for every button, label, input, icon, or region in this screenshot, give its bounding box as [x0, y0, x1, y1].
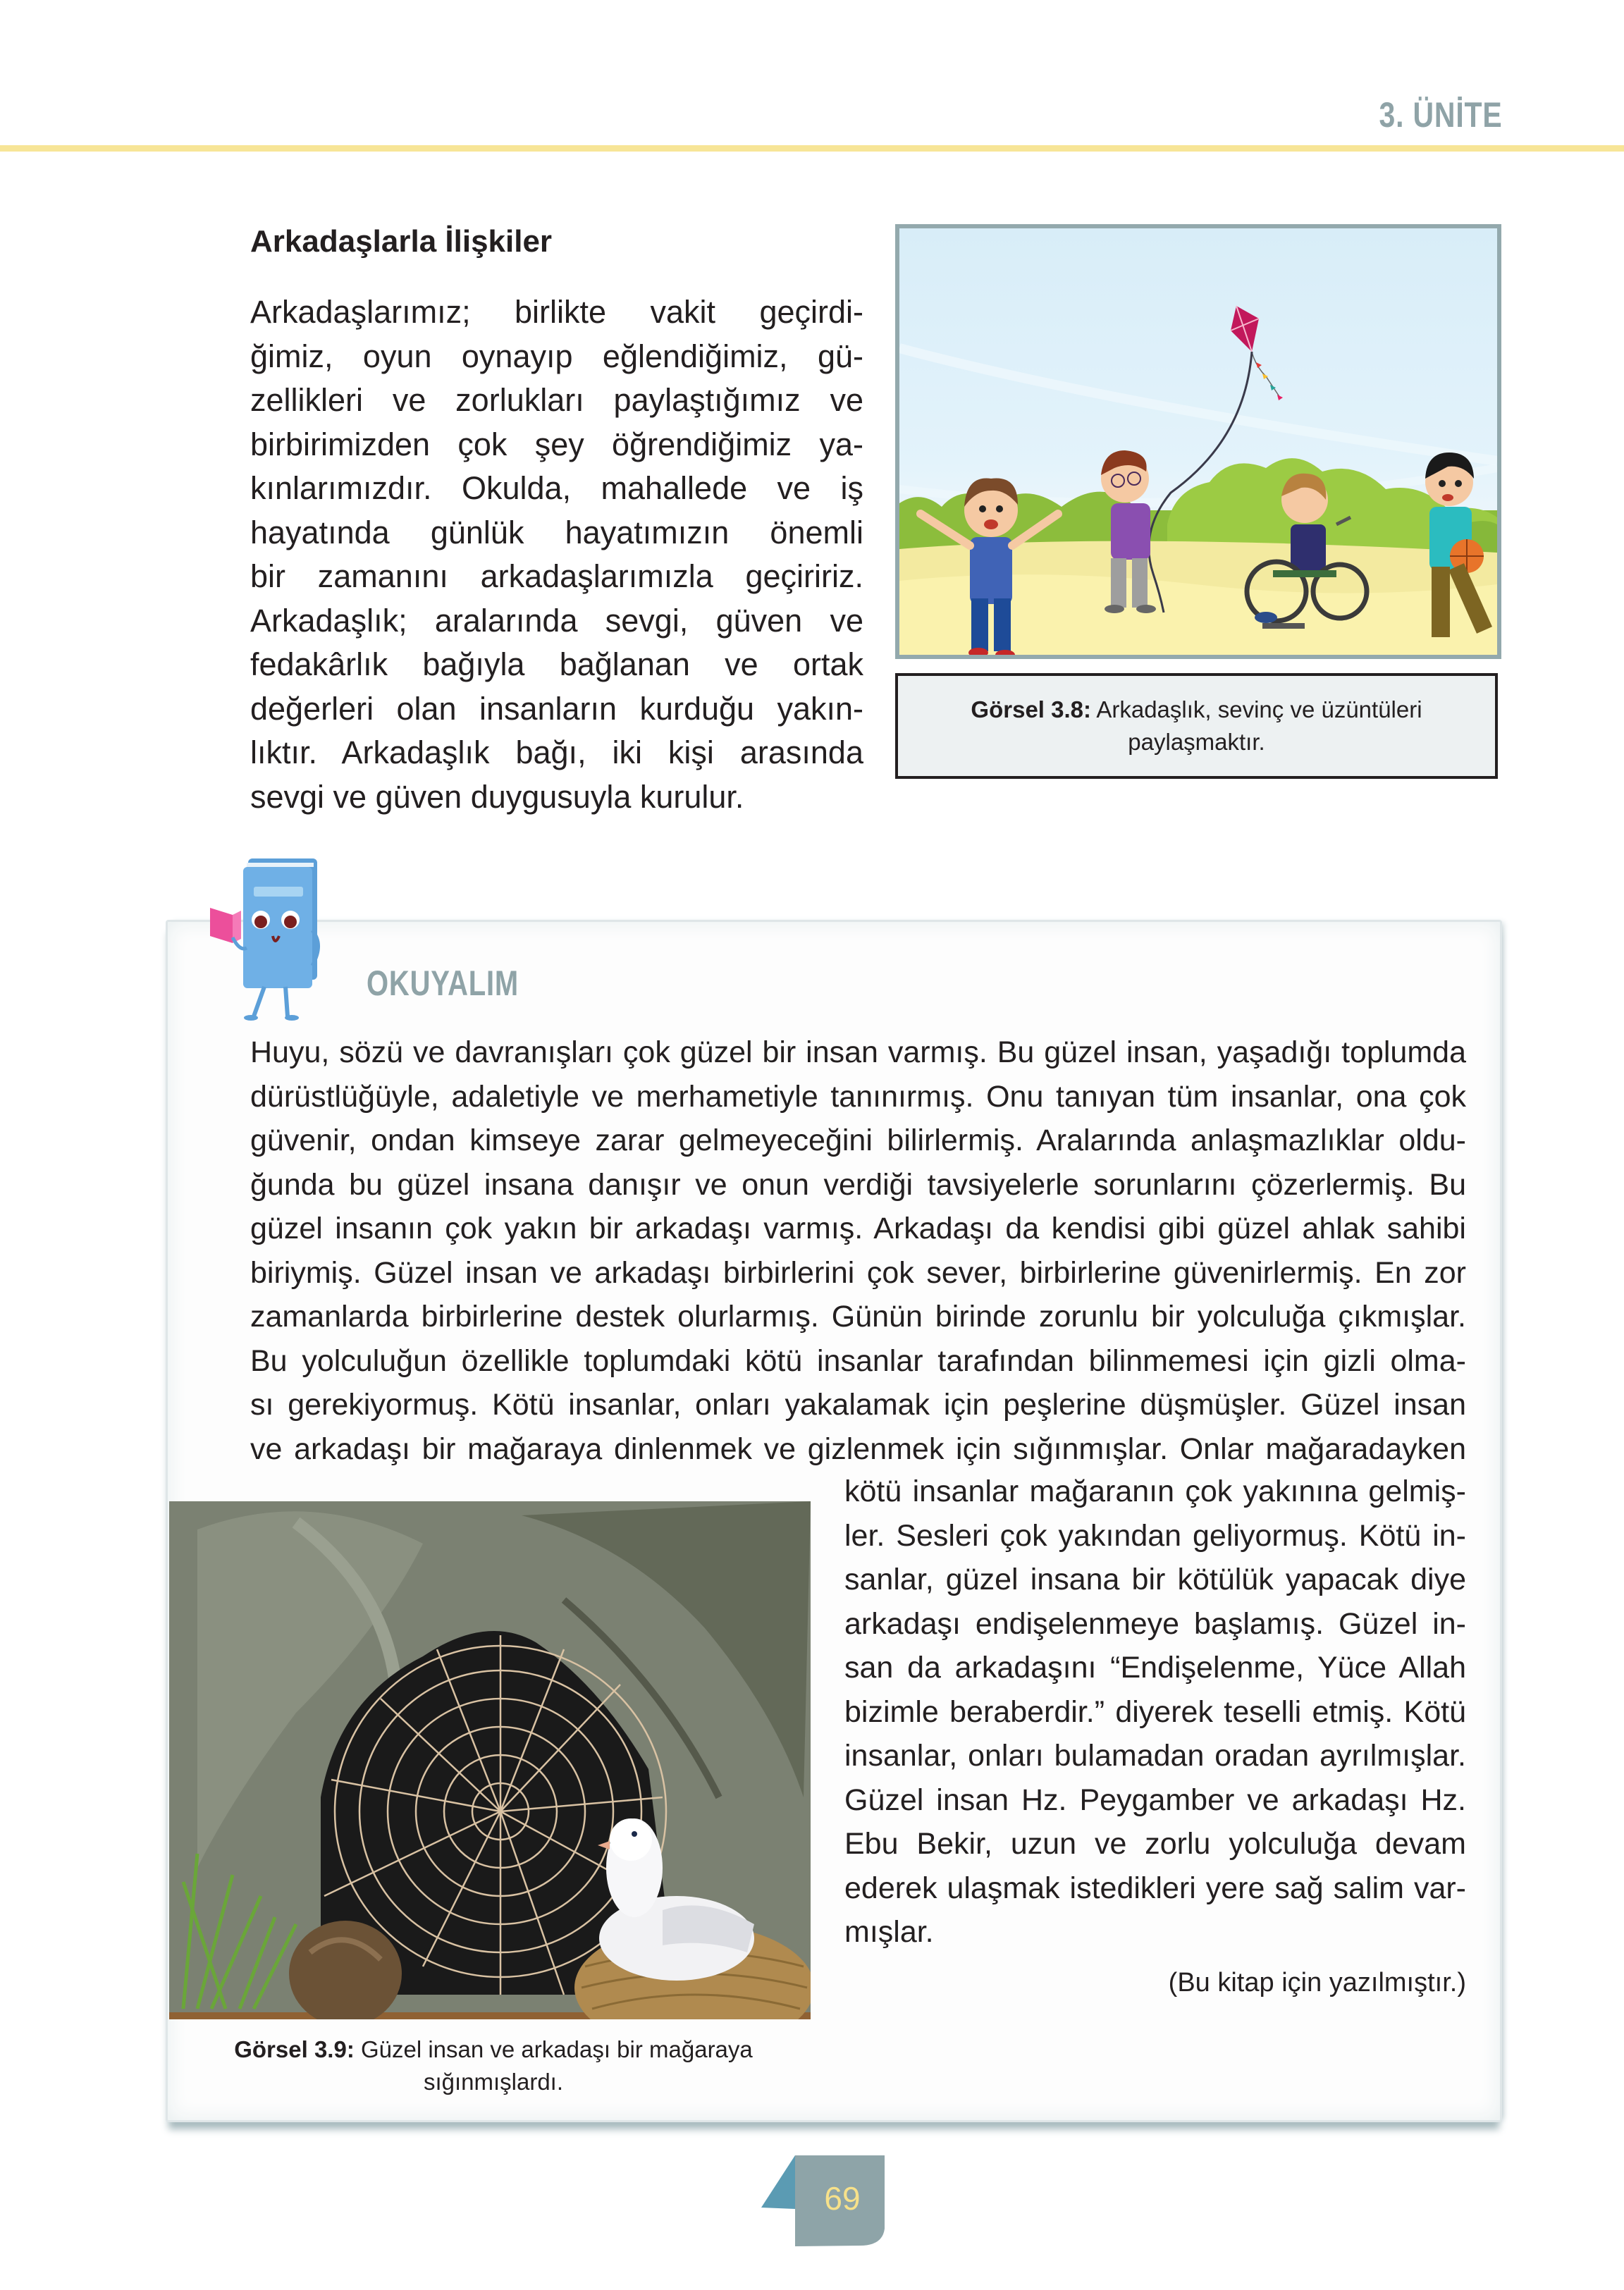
text-line: bizimle beraberdir.” diyerek teselli etmiş. Kötü — [844, 1694, 1466, 1729]
text-line: fedakârlık bağıyla bağlanan ve ortak — [250, 646, 863, 682]
text-line: Bu yolculuğun özellikle toplumdaki kötü insanlar tarafından bilinmemesi için gizli olma- — [250, 1343, 1466, 1378]
text-line: güvenir, ondan kimseye zarar gelmeyeceğini bilirlermiş. Aralarında anlaşmazlıklar oldu- — [250, 1124, 1466, 1157]
caption-text: Güzel insan ve arkadaşı bir mağaraya — [354, 2036, 753, 2062]
page-number: 69 — [824, 2180, 861, 2217]
friends-kite-illustration — [895, 224, 1501, 659]
text-line: ğimiz, oyun oynayıp eğlendiğimiz, gü- — [250, 338, 863, 374]
text-line: dürüstlüğüyle, adaletiyle ve merhametiyle tanınırmış. Onu tanıyan tüm insanlar, ona çok — [250, 1079, 1466, 1114]
intro-paragraph — [250, 290, 863, 819]
text-line: arkadaşı endişelenmeye başlamış. Güzel in- — [844, 1606, 1466, 1641]
text-line: Huyu, sözü ve davranışları çok güzel bir insan varmış. Bu güzel insan, yaşadığı toplumda — [250, 1035, 1466, 1069]
text-line: sevgi ve güven duygusuyla kurulur. — [250, 778, 744, 815]
text-line: bir zamanını arkadaşlarımızla geçiririz. — [250, 558, 863, 594]
figure-caption-3-8 — [895, 673, 1498, 779]
reading-paragraph-continued — [844, 1470, 1466, 1954]
text-line: kötü insanlar mağaranın çok yakınına gelmiş- — [844, 1475, 1466, 1508]
text-line: güzel insanın çok yakın bir arkadaşı varmış. Arkadaşı da kendisi gibi güzel ahlak sahibi — [250, 1212, 1466, 1245]
text-line: ve arkadaşı bir mağaraya dinlenmek ve gizlenmek için sığınmışlar. Onlar mağaradayken — [250, 1432, 1466, 1466]
text-line: sanlar, güzel insana bir kötülük yapacak diye — [844, 1563, 1466, 1596]
caption-label: Görsel 3.8: — [971, 696, 1091, 722]
text-line: san da arkadaşını “Endişelenme, Yüce Allah — [844, 1651, 1466, 1685]
header-rule — [0, 145, 1624, 152]
text-line: ler. Sesleri çok yakından geliyormuş. Kötü in- — [844, 1518, 1466, 1553]
text-line: Arkadaşlık; aralarında sevgi, güven ve — [250, 602, 863, 639]
unit-header: 3. ÜNİTE — [1379, 95, 1503, 135]
text-line: ederek ulaşmak istedikleri yere sağ salim var- — [844, 1871, 1466, 1905]
text-line: sı gerekiyormuş. Kötü insanlar, onları yakalamak için peşlerine düşmüşler. Güzel insan — [250, 1388, 1466, 1422]
text-line: Arkadaşlarımız; birlikte vakit geçirdi- — [250, 294, 863, 330]
reading-title: OKUYALIM — [367, 964, 519, 1003]
section-title: Arkadaşlarla İlişkiler — [250, 224, 553, 259]
text-line: hayatında günlük hayatımızın önemli — [250, 514, 863, 550]
text-line: zellikleri ve zorlukları paylaştığımız ve — [250, 382, 863, 418]
text-line: Ebu Bekir, uzun ve zorlu yolculuğa devam — [844, 1827, 1466, 1861]
text-line: mışlar. — [844, 1915, 934, 1949]
source-note: (Bu kitap için yazılmıştır.) — [1168, 1968, 1466, 1997]
text-line: lıktır. Arkadaşlık bağı, iki kişi arasında — [250, 734, 863, 770]
book-mascot-icon — [204, 853, 359, 1022]
text-line: değerleri olan insanların kurduğu yakın- — [250, 690, 863, 727]
caption-label: Görsel 3.9: — [234, 2036, 355, 2062]
text-line: insanlar, onları bulamadan oradan ayrılmışlar. — [844, 1739, 1466, 1773]
text-line: ğunda bu güzel insana danışır ve onun verdiği tavsiyelerle sorunlarını çözerlermiş. Bu — [250, 1167, 1466, 1202]
text-line: Güzel insan Hz. Peygamber ve arkadaşı Hz. — [844, 1783, 1466, 1817]
text-line: kınlarımızdır. Okulda, mahallede ve iş — [250, 470, 863, 506]
park-scene-icon — [899, 228, 1497, 655]
cave-scene-icon — [169, 1501, 811, 2019]
figure-caption-3-9 — [169, 2033, 818, 2098]
text-line: birbirimizden çok şey öğrendiğimiz ya- — [250, 426, 863, 462]
caption-text: Arkadaşlık, sevinç ve üzüntüleri paylaşmaktır. — [1091, 696, 1422, 755]
text-line: biriymiş. Güzel insan ve arkadaşı birbirlerini çok sever, birbirlerine güvenirlermiş. En zor — [250, 1255, 1466, 1290]
cave-dove-illustration — [169, 1501, 811, 2019]
caption-text: sığınmışlardı. — [423, 2069, 564, 2095]
reading-paragraph — [250, 1030, 1466, 1471]
text-line: zamanlarda birbirlerine destek olurlarmış. Günün birinde zorunlu bir yolculuğa çıkmışlar. — [250, 1300, 1466, 1334]
